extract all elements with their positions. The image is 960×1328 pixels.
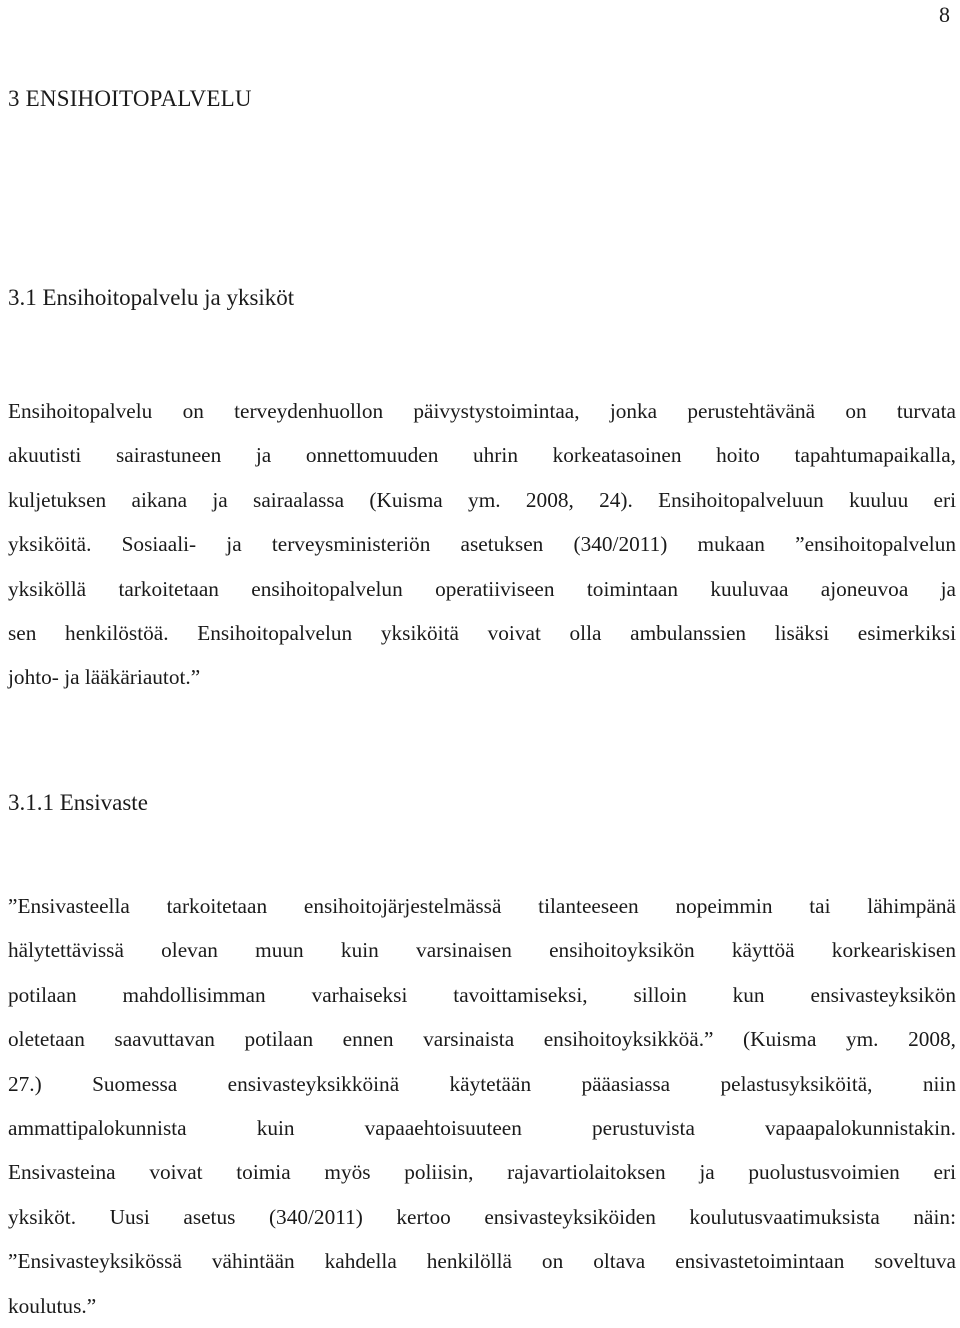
paragraph-line: sen henkilöstöä. Ensihoitopalvelun yksiköitä voivat olla ambulanssien lisäksi esimerkiksi — [8, 621, 956, 646]
paragraph-line: 27.) Suomessa ensivasteyksikköinä käytetään pääasiassa pelastusyksiköitä, niin — [8, 1071, 956, 1096]
paragraph-line: yksiköllä tarkoitetaan ensihoitopalvelun operatiiviseen toimintaan kuuluvaa ajoneuvoa ja — [8, 576, 956, 601]
paragraph-line: ammattipalokunnista kuin vapaaehtoisuuteen perustuvista vapaapalokunnistakin. — [8, 1116, 956, 1141]
subsection-heading: 3.1.1 Ensivaste — [8, 790, 148, 815]
paragraph-line: akuutisti sairastuneen ja onnettomuuden uhrin korkeatasoinen hoito tapahtumapaikalla, — [8, 443, 956, 468]
paragraph-line: ”Ensivasteella tarkoitetaan ensihoitojärjestelmässä tilanteeseen nopeimmin tai lähimpänä — [8, 894, 956, 918]
paragraph-line: johto- ja lääkäriautot.” — [8, 665, 201, 690]
paragraph-line: koulutus.” — [8, 1293, 97, 1318]
paragraph-ensivaste — [8, 884, 956, 1328]
paragraph-line: Ensivasteina voivat toimia myös poliisin, rajavartiolaitoksen ja puolustusvoimien eri — [8, 1160, 956, 1185]
paragraph-line: oletetaan saavuttavan potilaan ennen varsinaista ensihoitoyksikköä.” (Kuisma ym. 2008, — [8, 1027, 956, 1052]
paragraph-line: hälytettävissä olevan muun kuin varsinaisen ensihoitoyksikön käyttöä korkeariskisen — [8, 938, 956, 963]
paragraph-line: kuljetuksen aikana ja sairaalassa (Kuisma ym. 2008, 24). Ensihoitopalveluun kuuluu eri — [8, 487, 956, 512]
paragraph-line: Ensihoitopalvelu on terveydenhuollon päivystystoimintaa, jonka perustehtävänä on turvata — [8, 399, 956, 423]
paragraph-line: yksiköt. Uusi asetus (340/2011) kertoo ensivasteyksiköiden koulutusvaatimuksista näin: — [8, 1204, 956, 1229]
page-number: 8 — [939, 2, 950, 27]
paragraph-line: potilaan mahdollisimman varhaiseksi tavoittamiseksi, silloin kun ensivasteyksikön — [8, 982, 956, 1007]
section-heading: 3.1 Ensihoitopalvelu ja yksiköt — [8, 285, 295, 310]
chapter-heading: 3 ENSIHOITOPALVELU — [8, 86, 252, 111]
paragraph-line: yksiköitä. Sosiaali- ja terveysministeriön asetuksen (340/2011) mukaan ”ensihoitopalvelun — [8, 532, 956, 557]
paragraph-ensihoitopalvelu — [8, 389, 956, 700]
paragraph-line: ”Ensivasteyksikössä vähintään kahdella henkilöllä on oltava ensivastetoimintaan soveltuva — [8, 1249, 956, 1274]
